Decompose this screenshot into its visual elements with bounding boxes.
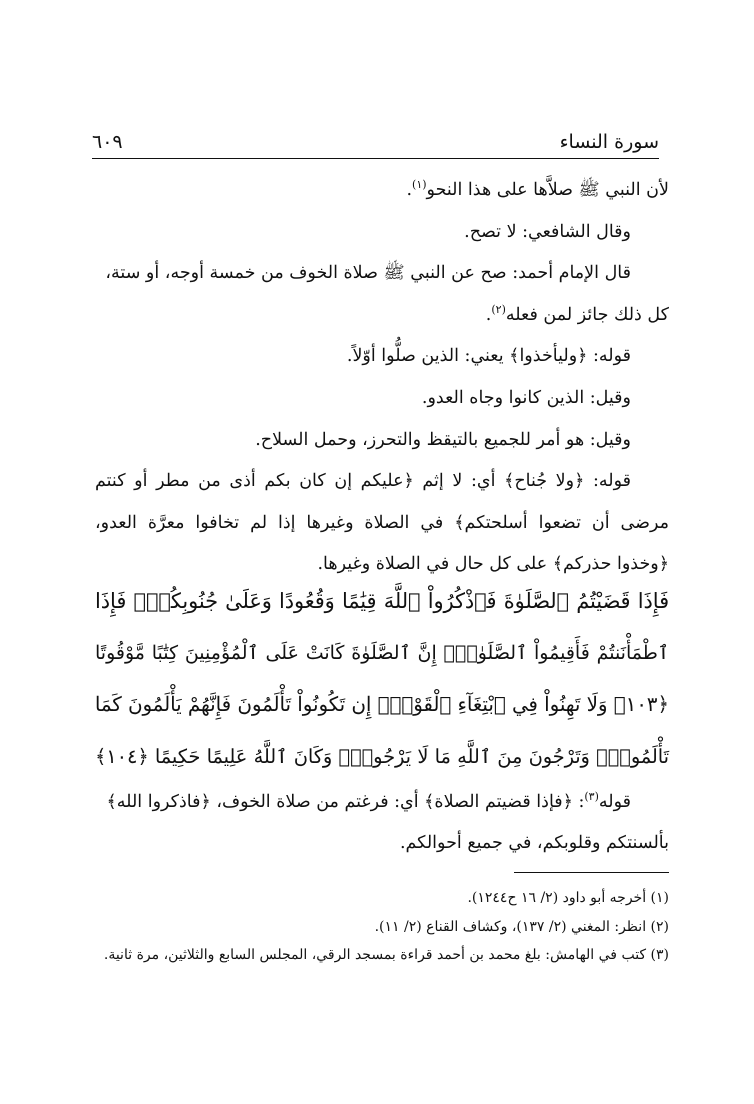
page-header [92, 126, 659, 159]
footnote: (٣) كتب في الهامش: بلغ محمد بن أحمد قراءة بمسجد الرقي، المجلس السابع والثلاثين، مرة ثانية. [103, 947, 669, 963]
text-line: ﴿وخذوا حذركم﴾ على كل حال في الصلاة وغيرها. [317, 554, 669, 575]
text-line: بألسنتكم وقلوبكم، في جميع أحوالكم. [399, 833, 669, 853]
commentary-text [95, 782, 669, 864]
verse-line: ٱطْمَأْنَنتُمْ فَأَقِيمُواْ ٱلصَّلَوٰةَۚ إِنَّ ٱلصَّلَوٰةَ كَانَتْ عَلَى ٱلْمُؤْمِنِينَ كِتَٰبًا مَّوْقُوتًا [95, 642, 669, 664]
text-line: قوله: ﴿ولا جُناح﴾ أي: لا إثم ﴿عليكم إن كان بكم أذى من مطر أو كنتم [95, 471, 631, 492]
chapter-title: سورة النساء [559, 131, 659, 153]
text-span: كل ذلك جائز لمن فعله [505, 304, 669, 325]
text-line: لأن النبي ﷺ صلاَّها على هذا النحو$^{(١)}$. [406, 178, 669, 200]
text-line: قوله: ﴿وليأخذوا﴾ يعني: الذين صلُّوا أوّلاً. [346, 346, 631, 367]
footnote-ref: (٣) [584, 790, 599, 804]
verse-line: فَإِذَا قَضَيْتُمُ ٱلصَّلَوٰةَ فَٱذْكُرُواْ ٱللَّهَ قِيَٰمًا وَقُعُودًا وَعَلَىٰ جُنُوبِكُمْۚ فَإِذَا [95, 589, 669, 613]
text-line [95, 782, 669, 823]
text-span: لأن النبي ﷺ صلاَّها على هذا النحو [426, 180, 669, 200]
text-line: وقيل: الذين كانوا وجاه العدو. [421, 387, 631, 408]
footnote-ref: (١) [412, 178, 427, 192]
verse-line: تَأْلَمُونَۖ وَتَرْجُونَ مِنَ ٱللَّهِ مَا لَا يَرْجُونَۗ وَكَانَ ٱللَّهُ عَلِيمًا حَكِيمًا ﴿١٠٤﴾ [95, 745, 669, 768]
footnote-divider [514, 872, 669, 873]
footnotes [95, 884, 669, 970]
text-line: وقال الشافعي: لا تصح. [464, 221, 631, 242]
text-line: كل ذلك جائز لمن فعله$^{(٢)}$. [485, 302, 669, 325]
main-text [95, 170, 669, 586]
footnote: (٢) انظر: المغني (٢/ ١٣٧)، وكشاف القناع (٢/ ١١). [374, 918, 669, 935]
quran-verse-block [95, 575, 669, 783]
text-line: وقيل: هو أمر للجميع بالتيقظ والتحرز، وحمل السلاح. [255, 429, 631, 450]
verse-line: ﴿١٠٣﴾ وَلَا تَهِنُواْ فِي ٱبْتِغَآءِ ٱلْقَوْمِۖ إِن تَكُونُواْ تَأْلَمُونَ فَإِنَّهُمْ يَأْلَمُونَ كَمَا [94, 693, 669, 716]
footnote-ref: (٢) [491, 302, 506, 316]
text-span: : ﴿فإذا قضيتم الصلاة﴾ أي: فرغتم من صلاة الخوف، ﴿فاذكروا الله﴾ [106, 792, 585, 812]
text-line: مرضى أن تضعوا أسلحتكم﴾ في الصلاة وغيرها إذا لم تخافوا معرَّة العدو، [95, 512, 669, 533]
page-number: ٦٠٩ [92, 131, 123, 153]
footnote: (١) أخرجه أبو داود (٢/ ١٦ ح١٢٤٤). [467, 890, 669, 906]
text-span: قوله [598, 792, 631, 812]
text-line: قال الإمام أحمد: صح عن النبي ﷺ صلاة الخوف من خمسة أوجه، أو ستة، [105, 263, 631, 284]
